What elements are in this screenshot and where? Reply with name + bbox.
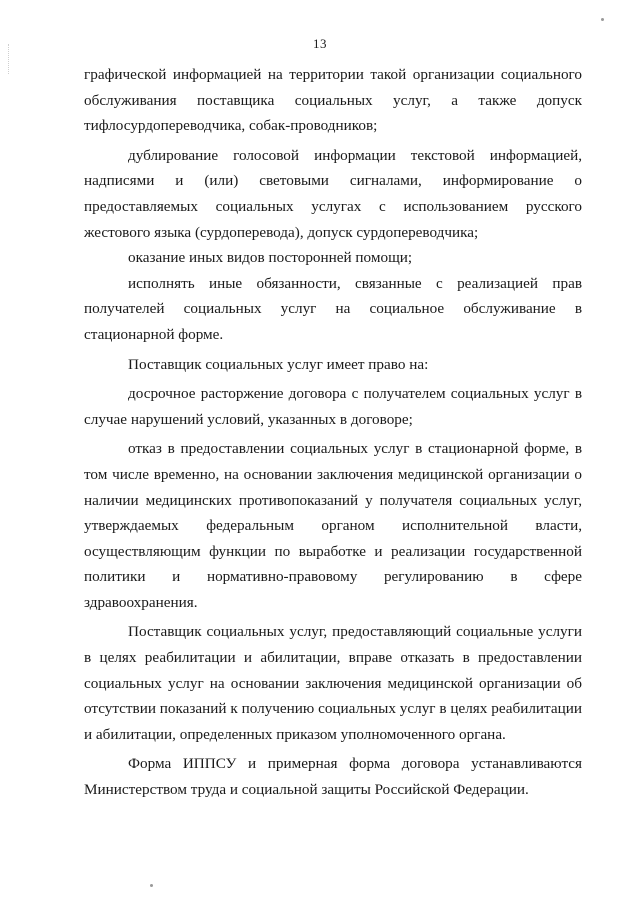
paragraph: исполнять иные обязанности, связанные с реализацией прав получателей социальных услуг на социальное обслуживание в стационарной форме.	[84, 274, 582, 343]
paragraph: дублирование голосовой информации текстовой информацией, надписями и (или) световыми сигналами, информирование о предоставляемых социальных услугах с использованием русского жестового языка (сурдоперевода), допуск сурдопереводчика;	[84, 146, 582, 241]
paragraph: Поставщик социальных услуг, предоставляющий социальные услуги в целях реабилитации и абилитации, вправе отказать в предоставлении социальных услуг на основании заключения медицинской организации об отсутствии показаний к получению социальных услуг в целях реабилитации и абилитации, определенных приказом уполномоченного органа.	[84, 623, 582, 743]
paragraph: оказание иных видов посторонней помощи;	[128, 249, 413, 267]
paragraph: досрочное расторжение договора с получателем социальных услуг в случае нарушений условий, указанных в договоре;	[84, 385, 582, 428]
paragraph: Поставщик социальных услуг имеет право на:	[128, 355, 429, 373]
document-body	[84, 62, 582, 803]
page-number: 13	[313, 36, 327, 51]
paragraph: Форма ИППСУ и примерная форма договора устанавливаются Министерством труда и социальной защиты Российской Федерации.	[84, 755, 582, 799]
paragraph: отказ в предоставлении социальных услуг в стационарной форме, в том числе временно, на основании заключения медицинской организации о наличии медицинских противопоказаний у получателя социальных услуг, утверждаемых федеральным органом исполнительной власти, осуществляющим функции по выработке и реализации государственной политики и нормативно-правовому регулированию в сфере здравоохранения.	[84, 440, 582, 611]
scan-speck	[601, 18, 604, 21]
paragraph: графической информацией на территории такой организации социального обслуживания поставщика социальных услуг, а также допуск тифлосурдопереводчика, собак-проводников;	[84, 66, 582, 135]
scan-speck	[150, 884, 153, 887]
